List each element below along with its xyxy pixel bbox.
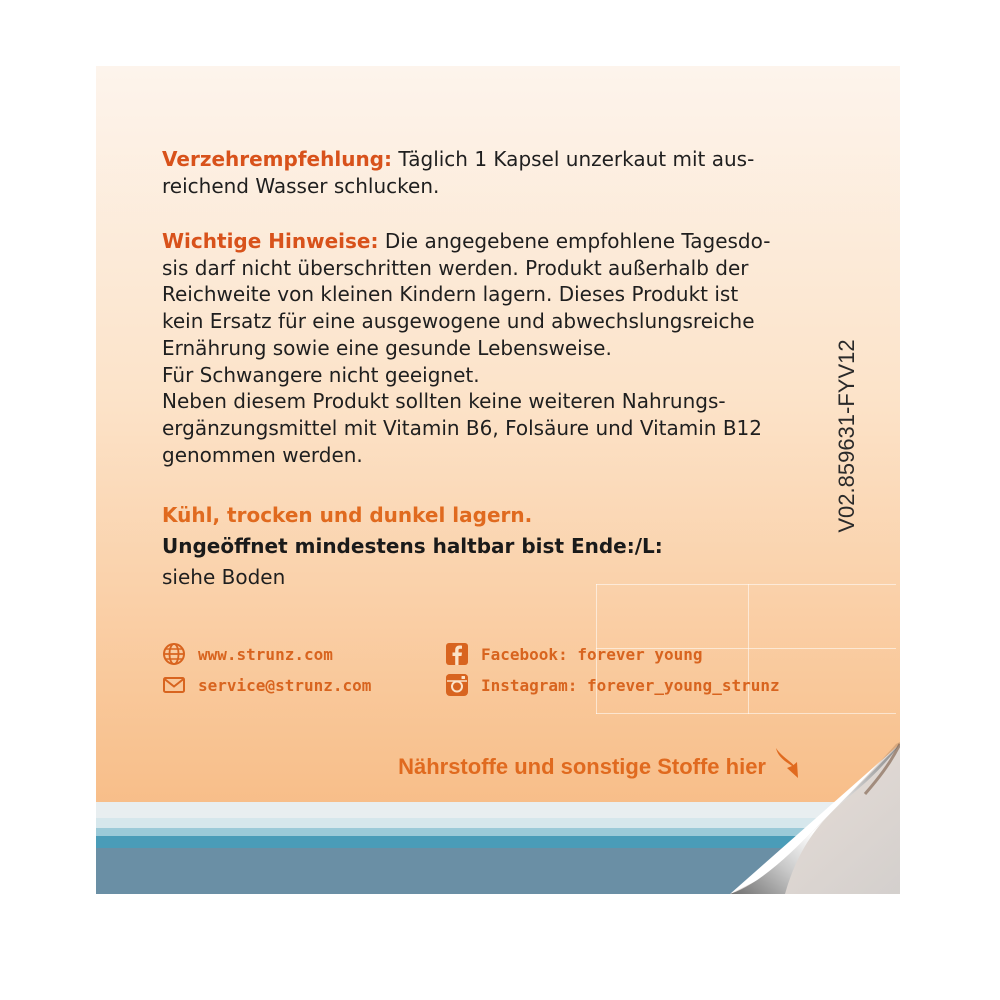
facebook-icon — [445, 642, 469, 666]
dosage-text-line-2: reichend Wasser schlucken. — [162, 173, 440, 198]
notes-heading: Wichtige Hinweise: — [162, 229, 379, 253]
storage-instruction: Kühl, trocken und dunkel lagern. — [162, 503, 533, 527]
website-contact[interactable] — [162, 642, 333, 666]
notes-text-line: Für Schwangere nicht geeignet. — [162, 362, 480, 387]
nutrients-hint: Nährstoffe und sonstige Stoffe hier — [398, 754, 766, 779]
notes-text-line: Ernährung sowie eine gesunde Lebensweise. — [162, 335, 612, 360]
notes-text-line: ergänzungsmittel mit Vitamin B6, Folsäure und Vitamin B12 — [162, 415, 762, 440]
peel-corner[interactable] — [700, 734, 900, 894]
notes-text-line: Reichweite von kleinen Kindern lagern. Dieses Produkt ist — [162, 282, 739, 307]
notes-text-line: sis darf nicht überschritten werden. Produkt außerhalb der — [162, 255, 749, 280]
version-code: V02.859631-FYV12 — [834, 339, 859, 533]
instagram-link[interactable]: Instagram: forever_young_strunz — [481, 675, 780, 695]
notes-text-line: genommen werden. — [162, 442, 363, 467]
notes-section — [162, 228, 822, 468]
notes-text-line: kein Ersatz für eine ausgewogene und abwechslungsreiche — [162, 309, 755, 334]
facebook-link[interactable]: Facebook: forever young — [481, 644, 703, 664]
website-link[interactable]: www.strunz.com — [198, 644, 333, 664]
facebook-contact[interactable] — [445, 642, 703, 666]
globe-icon — [162, 642, 186, 666]
dosage-text-line-1: Täglich 1 Kapsel unzerkaut mit aus- — [398, 147, 755, 171]
email-contact[interactable] — [162, 673, 371, 697]
instagram-icon — [445, 673, 469, 697]
product-label — [96, 66, 900, 894]
dosage-section — [162, 146, 822, 199]
storage-section — [162, 500, 822, 593]
notes-text-line: Neben diesem Produkt sollten keine weiteren Nahrungs- — [162, 389, 726, 414]
notes-text-line-1: Die angegebene empfohlene Tagesdo- — [384, 229, 771, 253]
instagram-contact[interactable] — [445, 673, 780, 697]
best-before-label: Ungeöffnet mindestens haltbar bist Ende:/L: — [162, 534, 663, 558]
dosage-heading: Verzehrempfehlung: — [162, 147, 392, 171]
envelope-icon — [162, 673, 186, 697]
best-before-location: siehe Boden — [162, 565, 286, 589]
email-link[interactable]: service@strunz.com — [198, 675, 372, 695]
